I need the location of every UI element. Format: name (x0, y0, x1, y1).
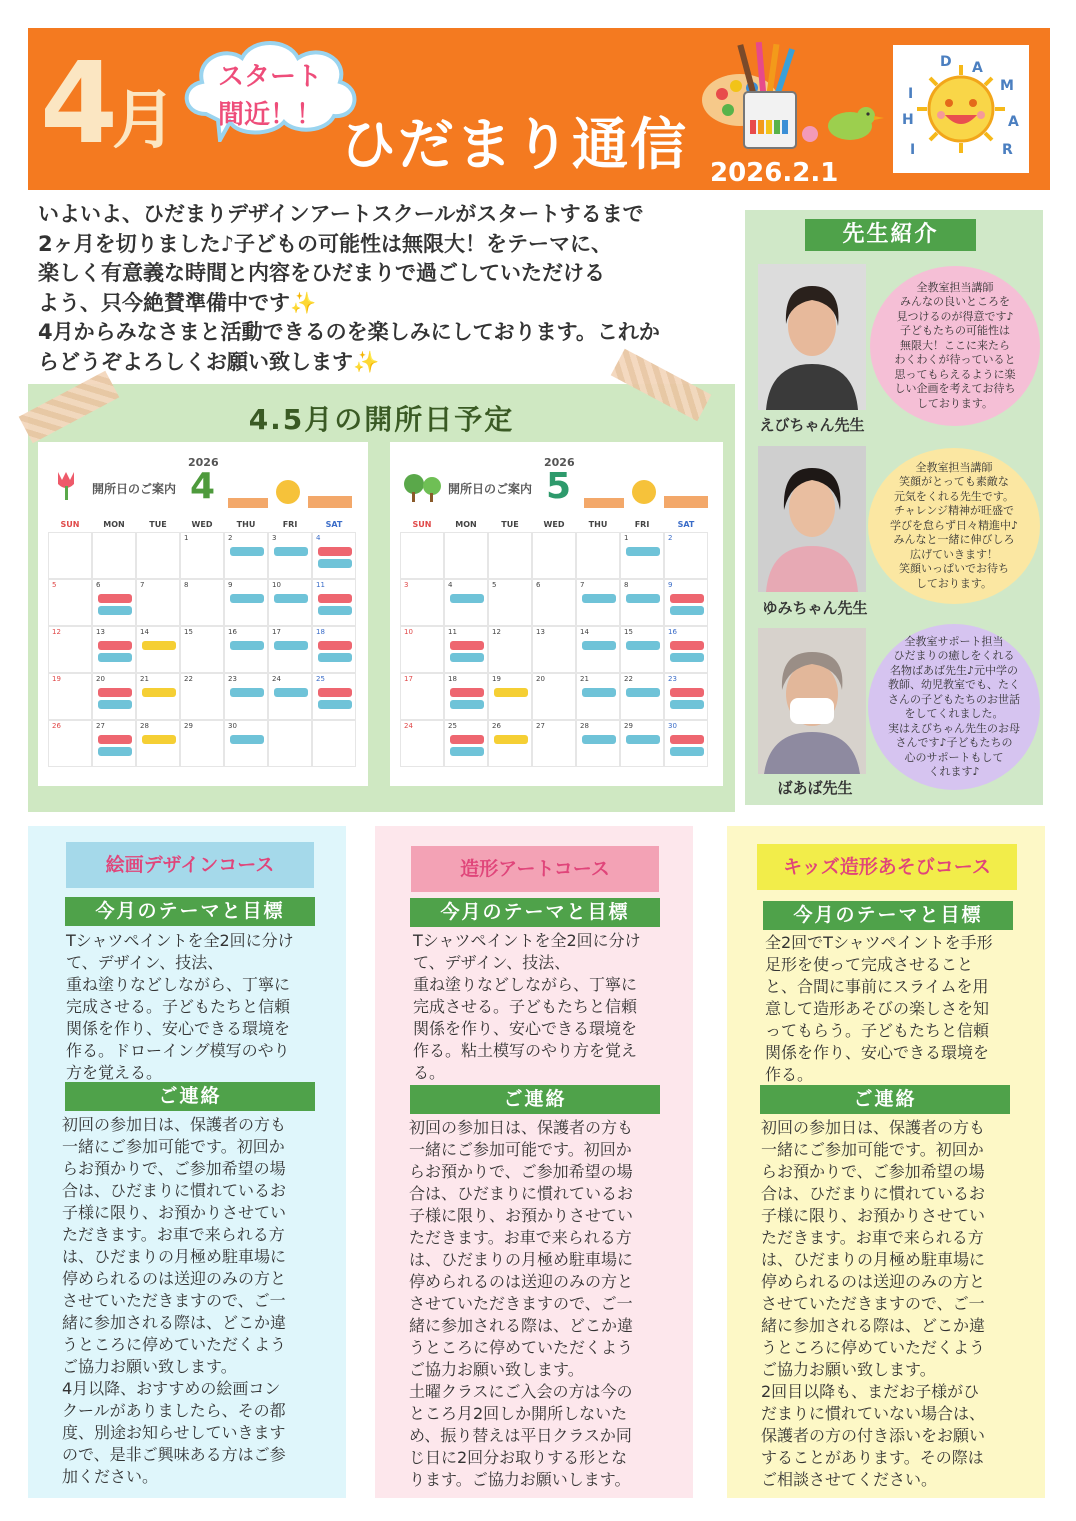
schedule-event (142, 641, 176, 650)
text-line: うところに停めていただくよう (409, 1338, 634, 1357)
schedule-event (450, 641, 484, 650)
weekday-label: THU (588, 520, 608, 529)
calendar-day: 17 (400, 673, 444, 720)
text-line: Tシャツペイントを全2回に分け (413, 931, 641, 950)
calendar-day: 24 (268, 673, 312, 720)
text-line: 一緒にご参加可能です。初回か (761, 1140, 984, 1159)
weekday-label: FRI (634, 520, 650, 529)
april-grid (48, 532, 356, 767)
bio-line: しております。 (915, 576, 993, 590)
text-line: は、ひだまりの月極め駐車場に (761, 1250, 986, 1269)
schedule-event (670, 641, 704, 650)
course-column-art (375, 826, 693, 1498)
teacher-bio-bubble (868, 624, 1040, 790)
calendar-day: 8 (620, 579, 664, 626)
intro-line: らどうぞよろしくお願い致します✨ (38, 349, 380, 374)
schedule-event (230, 688, 264, 697)
text-line: 関係を作り、安心できる環境を (66, 1019, 291, 1038)
intro-line: 楽しく有意義な時間と内容をひだまりで過ごしていただける (38, 261, 605, 285)
weekday-label: FRI (282, 520, 298, 529)
paint-palette-icon (700, 40, 885, 160)
sun-decoration-icon (584, 472, 714, 512)
calendar-day: 4 (444, 579, 488, 626)
calendar-day: 15 (620, 626, 664, 673)
text-line: は、ひだまりの月極め駐車場に (62, 1247, 287, 1266)
contact-heading: ご連絡 (760, 1085, 1010, 1114)
calendar-day: 12 (488, 626, 532, 673)
calendar-day: 16 (224, 626, 268, 673)
bio-line: ひだまりの癒しをくれる (893, 649, 1015, 662)
bio-line: 全教室担当講師 (916, 280, 994, 294)
schedule-event (670, 688, 704, 697)
calendar-day (136, 532, 180, 579)
schedule-event (670, 700, 704, 709)
bio-line: 心のサポートもして (904, 750, 1004, 764)
text-line: 初回の参加日は、保護者の方も (761, 1118, 986, 1137)
calendar-day (312, 720, 356, 767)
schedule-event (98, 735, 132, 744)
schedule-event (98, 688, 132, 697)
text-line: は、ひだまりの月極め駐車場に (409, 1250, 634, 1269)
text-line: ただきます。お車で来られる方 (62, 1225, 285, 1244)
calendar-day: 20 (532, 673, 576, 720)
cloud-line-1: スタート (217, 62, 322, 92)
schedule-event (494, 735, 528, 744)
text-line: らお預かりで、ご参加希望の場 (62, 1159, 286, 1178)
course-banner: 絵画デザインコース (66, 842, 314, 888)
bio-line: 全教室サポート担当 (904, 634, 1004, 648)
text-line: て、デザイン、技法、 (66, 953, 224, 972)
may-calendar (390, 442, 723, 786)
calendar-day: 12 (48, 626, 92, 673)
calendar-day: 9 (224, 579, 268, 626)
teacher-section-title: 先生紹介 (805, 219, 976, 251)
text-line: ご相談させてください。 (761, 1470, 938, 1489)
schedule-event (450, 700, 484, 709)
course-column-painting (28, 826, 346, 1498)
month-number: 4月 (40, 39, 176, 169)
calendar-day: 21 (576, 673, 620, 720)
schedule-event (626, 641, 660, 650)
text-line: 加ください。 (62, 1467, 159, 1486)
teacher-name: ばあば先生 (777, 779, 853, 797)
text-line: 保護者の方の付き添いをお願い (761, 1426, 986, 1445)
schedule-event (318, 606, 352, 615)
schedule-event (450, 688, 484, 697)
theme-heading: 今月のテーマと目標 (763, 901, 1013, 930)
text-line: 合は、ひだまりに慣れているお (62, 1181, 287, 1200)
calendar-day (488, 532, 532, 579)
bio-line: さんです♪子どもたちの (895, 736, 1013, 749)
calendar-day: 16 (664, 626, 708, 673)
bio-line: くれます♪ (928, 765, 980, 778)
text-line: 作る。 (765, 1065, 814, 1084)
text-line: だまりに慣れていない場合は、 (761, 1404, 986, 1423)
calendar-day (92, 532, 136, 579)
text-line: 子様に限り、お預かりさせてい (62, 1203, 287, 1222)
newsletter-title: ひだまり通信 (340, 113, 688, 178)
calendar-day: 7 (136, 579, 180, 626)
intro-line: 2ヶ月を切りました♪子どもの可能性は無限大！をテーマに、 (38, 231, 613, 256)
text-line: 度、別途お知らせしていきます (62, 1423, 286, 1442)
weekday-label: MON (455, 520, 477, 529)
bio-line: 笑顔いっぱいでお待ち (899, 562, 1009, 576)
calendar-day: 10 (268, 579, 312, 626)
calendar-day (444, 532, 488, 579)
calendar-day: 2 (664, 532, 708, 579)
schedule-event (230, 641, 264, 650)
calendar-day: 23 (664, 673, 708, 720)
text-line: 関係を作り、安心できる環境を (765, 1043, 990, 1062)
text-line: 2回目以降も、まだお子様がひ (761, 1382, 980, 1401)
bio-line: 実はえびちゃん先生のお母 (888, 721, 1020, 735)
schedule-event (626, 594, 660, 603)
schedule-event (318, 688, 352, 697)
calendar-day: 14 (136, 626, 180, 673)
bio-line: しております。 (916, 396, 994, 410)
text-line: 初回の参加日は、保護者の方も (409, 1118, 634, 1137)
weekday-label: SAT (677, 520, 695, 529)
calendar-day: 8 (180, 579, 224, 626)
text-line: ご協力お願い致します。 (409, 1360, 584, 1379)
schedule-event (274, 641, 308, 650)
teacher-name: えびちゃん先生 (759, 416, 865, 434)
bio-line: 見つけるのが得意です♪ (896, 309, 1014, 323)
schedule-event (142, 735, 176, 744)
bio-line: しい企画を考えてお待ち (894, 382, 1016, 396)
calendar-day: 13 (532, 626, 576, 673)
calendar-day: 26 (48, 720, 92, 767)
calendar-day: 17 (268, 626, 312, 673)
bio-line: 笑顔がとっても素敵な (899, 475, 1009, 489)
text-line: らお預かりで、ご参加希望の場 (409, 1162, 633, 1181)
calendar-day: 11 (312, 579, 356, 626)
text-line: 停められるのは送迎のみの方と (62, 1269, 287, 1288)
bio-line: 教師、幼児教室でも、たく (888, 678, 1020, 691)
calendar-day: 13 (92, 626, 136, 673)
weekday-header (400, 520, 708, 529)
calendar-day: 2 (224, 532, 268, 579)
text-line: クールがありましたら、その都 (62, 1401, 286, 1420)
bio-line: 思ってもらえるように楽 (894, 367, 1016, 381)
text-line: 停められるのは送迎のみの方と (409, 1272, 634, 1291)
schedule-event (494, 688, 528, 697)
calendar-day: 15 (180, 626, 224, 673)
text-line: と、合間に事前にスライムを用 (765, 977, 989, 996)
text-line: らお預かりで、ご参加希望の場 (761, 1162, 985, 1181)
text-line: 子様に限り、お預かりさせてい (409, 1206, 634, 1225)
text-line: る。 (413, 1063, 446, 1082)
text-line: Tシャツペイントを全2回に分け (66, 931, 294, 950)
calendar-day: 11 (444, 626, 488, 673)
intro-line: よう、只今絶賛準備中です✨ (38, 290, 317, 315)
schedule-event (670, 606, 704, 615)
text-line: ります。ご協力お願いします。 (409, 1470, 631, 1489)
contact-text (62, 1114, 332, 1488)
calendar-day: 6 (92, 579, 136, 626)
text-line: させていただきますので、ご一 (761, 1294, 985, 1313)
text-line: め、振り替えは平日クラスか同 (409, 1426, 632, 1445)
text-line: 方を覚える。 (66, 1063, 163, 1082)
schedule-event (670, 594, 704, 603)
weekday-label: WED (191, 520, 213, 529)
calendar-label: 開所日のご案内 (92, 482, 177, 496)
weekday-label: TUE (149, 520, 167, 529)
weekday-label: SUN (412, 520, 432, 529)
calendar-day (48, 532, 92, 579)
calendar-day: 25 (312, 673, 356, 720)
schedule-event (450, 747, 484, 756)
text-line: することがあります。その際は (761, 1448, 984, 1467)
text-line: じ日に2回分お取りする形とな (409, 1448, 628, 1467)
schedule-event (626, 547, 660, 556)
schedule-event (318, 700, 352, 709)
theme-text (413, 930, 675, 1084)
calendar-day: 7 (576, 579, 620, 626)
text-line: 子様に限り、お預かりさせてい (761, 1206, 986, 1225)
issue-date: 2026.2.1 (710, 158, 839, 188)
bio-line: 全教室担当講師 (915, 460, 993, 474)
text-line: て、デザイン、技法、 (413, 953, 571, 972)
teacher-name: ゆみちゃん先生 (762, 599, 868, 617)
calendar-day: 24 (400, 720, 444, 767)
calendar-day: 6 (532, 579, 576, 626)
calendar-day: 22 (620, 673, 664, 720)
tree-icon (402, 472, 444, 504)
contact-text (761, 1117, 1033, 1491)
bio-line: さんの子どもたちのお世話 (888, 692, 1020, 706)
schedule-event (450, 653, 484, 662)
weekday-header (48, 520, 356, 529)
calendar-day: 19 (48, 673, 92, 720)
text-line: 完成させる。子どもたちと信頼 (66, 997, 291, 1016)
text-line: 関係を作り、安心できる環境を (413, 1019, 638, 1038)
bio-line: みんなと一緒に伸びしろ (893, 533, 1015, 547)
contact-text (409, 1117, 681, 1491)
schedule-event (626, 688, 660, 697)
bio-line: 子どもたちの可能性は (900, 324, 1010, 338)
text-line: ただきます。お車で来られる方 (409, 1228, 632, 1247)
schedule-title: 4.5月の開所日予定 (248, 403, 515, 436)
text-line: 緒に参加される際は、どこか違 (62, 1313, 287, 1332)
calendar-year: 2026 (188, 456, 219, 469)
schedule-event (230, 735, 264, 744)
text-line: ところ月2回しか開所しないた (409, 1404, 628, 1423)
calendar-month: 4 (190, 466, 216, 507)
calendar-day: 5 (48, 579, 92, 626)
calendar-year: 2026 (544, 456, 575, 469)
text-line: 合は、ひだまりに慣れているお (409, 1184, 634, 1203)
calendar-label: 開所日のご案内 (448, 482, 533, 496)
bio-line: 学びを怠らず日々精進中♪ (889, 518, 1019, 532)
text-line: 意して造形あそびの楽しさを知 (765, 999, 990, 1018)
calendar-day: 30 (224, 720, 268, 767)
text-line: 完成させる。子どもたちと信頼 (413, 997, 638, 1016)
text-line: 一緒にご参加可能です。初回か (409, 1140, 632, 1159)
text-line: させていただきますので、ご一 (409, 1294, 633, 1313)
calendar-day: 27 (532, 720, 576, 767)
text-line: ご協力お願い致します。 (761, 1360, 936, 1379)
course-banner: 造形アートコース (411, 846, 659, 892)
bio-line: 名物ばあば先生♪元中学の (889, 663, 1019, 677)
schedule-event (318, 547, 352, 556)
calendar-day: 28 (136, 720, 180, 767)
text-line: 緒に参加される際は、どこか違 (761, 1316, 986, 1335)
bio-line: 元気をくれる先生です。 (893, 489, 1015, 503)
schedule-event (98, 641, 132, 650)
calendar-day: 19 (488, 673, 532, 720)
weekday-label: MON (103, 520, 125, 529)
cloud-line-2: 間近！！ (217, 100, 322, 130)
calendar-day: 28 (576, 720, 620, 767)
bio-line: チャレンジ精神が旺盛で (893, 504, 1015, 518)
theme-heading: 今月のテーマと目標 (410, 898, 660, 927)
calendar-day: 4 (312, 532, 356, 579)
calendar-day: 29 (180, 720, 224, 767)
schedule-event (318, 594, 352, 603)
theme-text (66, 930, 326, 1084)
schedule-event (450, 594, 484, 603)
calendar-day: 23 (224, 673, 268, 720)
schedule-event (274, 547, 308, 556)
text-line: ってもらう。子どもたちと信頼 (765, 1021, 990, 1040)
text-line: うところに停めていただくよう (761, 1338, 986, 1357)
teacher-bio-bubble (870, 266, 1040, 426)
schedule-event (98, 747, 132, 756)
text-line: 作る。粘土模写のやり方を覚え (413, 1041, 638, 1060)
calendar-day (576, 532, 620, 579)
schedule-event (670, 653, 704, 662)
schedule-event (318, 559, 352, 568)
teacher-bio-bubble (868, 448, 1040, 604)
calendar-day: 18 (444, 673, 488, 720)
text-line: させていただきますので、ご一 (62, 1291, 286, 1310)
schedule-event (274, 688, 308, 697)
schedule-event (582, 735, 616, 744)
course-banner: キッズ造形あそびコース (757, 844, 1017, 890)
bio-line: 無限大！ここに来たら (900, 338, 1010, 352)
text-line: うところに停めていただくよう (62, 1335, 287, 1354)
contact-heading: ご連絡 (65, 1082, 315, 1111)
bio-line: わくわくが待っていると (894, 353, 1016, 367)
text-line: 全2回でTシャツペイントを手形 (765, 933, 993, 952)
calendar-day: 1 (620, 532, 664, 579)
schedule-event (98, 606, 132, 615)
schedule-event (230, 547, 264, 556)
schedule-event (98, 594, 132, 603)
text-line: 重ね塗りなどしながら、丁寧に (66, 975, 291, 994)
weekday-label: WED (543, 520, 565, 529)
may-grid (400, 532, 708, 767)
theme-heading: 今月のテーマと目標 (65, 897, 315, 926)
calendar-day: 21 (136, 673, 180, 720)
calendar-day: 3 (400, 579, 444, 626)
text-line: 土曜クラスにご入会の方は今の (409, 1382, 633, 1401)
teacher-photo-yumi (758, 446, 866, 592)
calendar-day: 22 (180, 673, 224, 720)
tulip-icon (52, 466, 84, 502)
calendar-day: 27 (92, 720, 136, 767)
teacher-photo-baaba (758, 628, 866, 774)
intro-line: いよいよ、ひだまりデザインアートスクールがスタートするまで (38, 202, 644, 226)
schedule-event (230, 594, 264, 603)
schedule-event (670, 747, 704, 756)
calendar-day: 14 (576, 626, 620, 673)
bio-line: 広げていきます！ (910, 547, 998, 561)
schedule-event (670, 735, 704, 744)
calendar-day: 26 (488, 720, 532, 767)
sun-decoration-icon (228, 472, 358, 512)
cloud-text (180, 58, 360, 134)
text-line: 緒に参加される際は、どこか違 (409, 1316, 634, 1335)
text-line: 足形を使って完成させること (765, 955, 974, 974)
bio-line: をしてくれました。 (904, 707, 1004, 720)
schedule-event (98, 700, 132, 709)
calendar-day (268, 720, 312, 767)
schedule-event (318, 653, 352, 662)
schedule-event (450, 735, 484, 744)
course-column-kids (727, 826, 1045, 1498)
schedule-event (582, 688, 616, 697)
calendar-day: 29 (620, 720, 664, 767)
logo-letter-ring: H I D A M A R I (902, 54, 1019, 158)
text-line: ただきます。お車で来られる方 (761, 1228, 984, 1247)
calendar-day: 3 (268, 532, 312, 579)
schedule-event (98, 653, 132, 662)
schedule-event (626, 735, 660, 744)
text-line: 重ね塗りなどしながら、丁寧に (413, 975, 638, 994)
calendar-day: 1 (180, 532, 224, 579)
april-calendar (38, 442, 368, 786)
calendar-day: 10 (400, 626, 444, 673)
text-line: 停められるのは送迎のみの方と (761, 1272, 986, 1291)
calendar-day: 30 (664, 720, 708, 767)
calendar-day: 9 (664, 579, 708, 626)
theme-text (765, 932, 1027, 1086)
calendar-day: 18 (312, 626, 356, 673)
teacher-photo-ebi (758, 264, 866, 410)
schedule-event (582, 641, 616, 650)
calendar-day: 25 (444, 720, 488, 767)
text-line: 4月以降、おすすめの絵画コン (62, 1379, 281, 1398)
calendar-day: 20 (92, 673, 136, 720)
weekday-label: SAT (325, 520, 343, 529)
schedule-event (274, 594, 308, 603)
calendar-day (532, 532, 576, 579)
weekday-label: TUE (501, 520, 519, 529)
calendar-month: 5 (546, 466, 572, 507)
intro-text (38, 200, 743, 377)
schedule-event (142, 688, 176, 697)
text-line: ので、是非ご興味ある方はご参 (62, 1445, 286, 1464)
schedule-event (318, 641, 352, 650)
text-line: 作る。ドローイング模写のやり (66, 1041, 290, 1060)
calendar-day: 5 (488, 579, 532, 626)
calendar-day (400, 532, 444, 579)
schedule-event (582, 594, 616, 603)
weekday-label: SUN (60, 520, 80, 529)
text-line: 合は、ひだまりに慣れているお (761, 1184, 986, 1203)
contact-heading: ご連絡 (410, 1085, 660, 1114)
text-line: ご協力お願い致します。 (62, 1357, 237, 1376)
bio-line: みんなの良いところを (900, 295, 1010, 309)
intro-line: 4月からみなさまと活動できるのを楽しみにしております。これか (38, 320, 660, 344)
text-line: 一緒にご参加可能です。初回か (62, 1137, 285, 1156)
text-line: 初回の参加日は、保護者の方も (62, 1115, 287, 1134)
weekday-label: THU (236, 520, 256, 529)
